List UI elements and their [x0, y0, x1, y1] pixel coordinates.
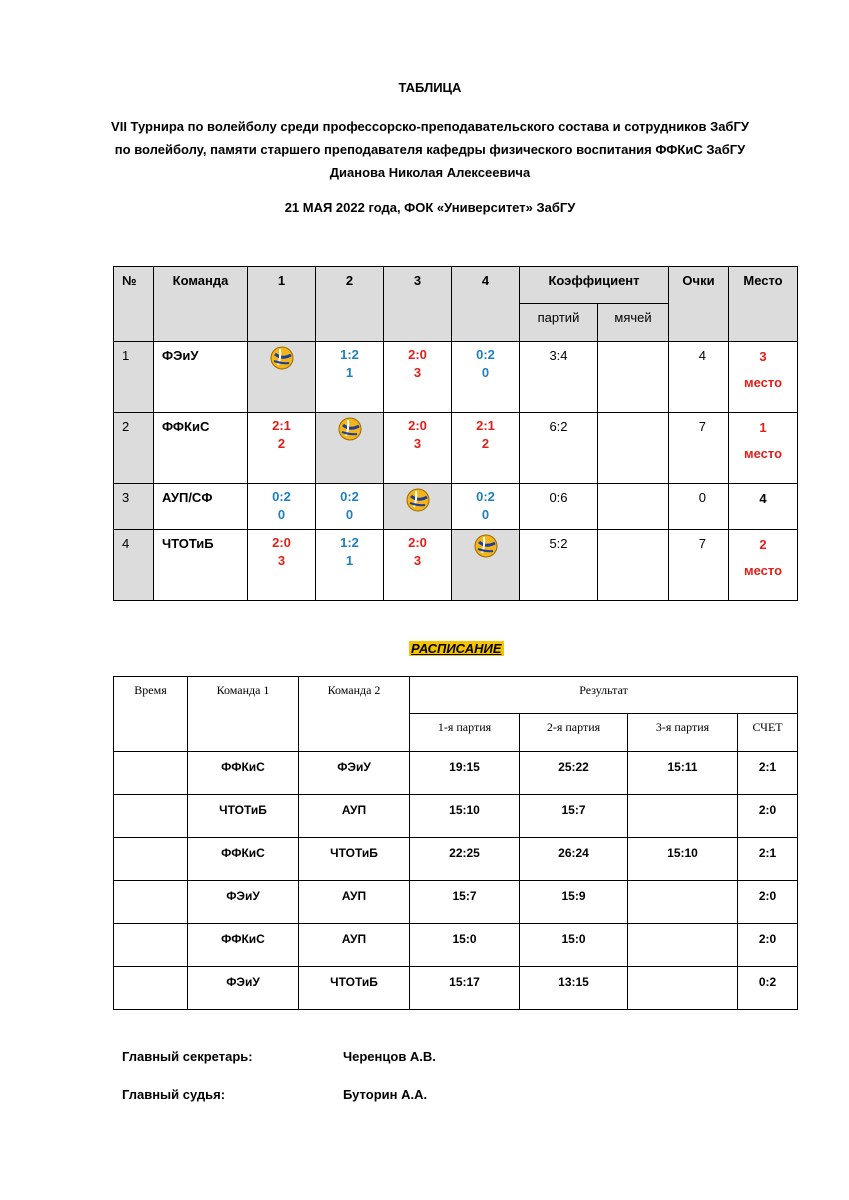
- secretary-name: Черенцов А.В.: [343, 1049, 436, 1064]
- points: 4: [669, 342, 729, 413]
- table-row: [114, 924, 798, 967]
- header-team: Команда: [154, 267, 248, 342]
- set3-score: 15:11: [628, 752, 738, 795]
- match-score: 1:2 1: [316, 342, 384, 413]
- match-score: 1:2 1: [316, 530, 384, 601]
- match-result: 2:0: [738, 881, 798, 924]
- team1: ФФКиС: [188, 752, 299, 795]
- match-result: 2:1: [738, 752, 798, 795]
- match-time: [114, 752, 188, 795]
- balls-ratio: [598, 413, 669, 484]
- match-time: [114, 924, 188, 967]
- table-row: [114, 967, 798, 1010]
- header-coefficient: Коэффициент: [520, 267, 669, 304]
- set2-score: 15:0: [520, 924, 628, 967]
- footer-secretary: [122, 1049, 436, 1064]
- points: 0: [669, 484, 729, 530]
- match-result: 2:0: [738, 795, 798, 838]
- table-row: [114, 342, 798, 413]
- team-name: АУП/СФ: [154, 484, 248, 530]
- set2-score: 15:9: [520, 881, 628, 924]
- match-score: 0:2 0: [316, 484, 384, 530]
- volleyball-icon: [406, 488, 430, 515]
- table-row: [114, 530, 798, 601]
- header-result: Результат: [410, 677, 798, 714]
- place: 1 место: [729, 413, 798, 484]
- match-score: 0:2 0: [452, 484, 520, 530]
- sets-ratio: 5:2: [520, 530, 598, 601]
- match-score: 0:2 0: [248, 484, 316, 530]
- row-number: 3: [114, 484, 154, 530]
- table-row: [114, 795, 798, 838]
- header-set2: 2-я партия: [520, 714, 628, 752]
- set2-score: 15:7: [520, 795, 628, 838]
- team1: ФЭиУ: [188, 881, 299, 924]
- set1-score: 15:10: [410, 795, 520, 838]
- balls-ratio: [598, 530, 669, 601]
- team2: ЧТОТиБ: [299, 967, 410, 1010]
- row-number: 2: [114, 413, 154, 484]
- event-date: 21 МАЯ 2022 года, ФОК «Университет» ЗабГУ: [284, 200, 576, 215]
- sets-ratio: 3:4: [520, 342, 598, 413]
- table-row: [114, 413, 798, 484]
- team-name: ЧТОТиБ: [154, 530, 248, 601]
- match-score: 2:0 3: [384, 530, 452, 601]
- header-score: СЧЕТ: [738, 714, 798, 752]
- diagonal-cell: [452, 530, 520, 601]
- match-score: 2:0 3: [248, 530, 316, 601]
- header-col-3: 3: [384, 267, 452, 342]
- subtitle-line-2: по волейболу, памяти старшего преподавателя кафедры физического воспитания ФФКиС ЗабГУ: [114, 142, 746, 157]
- set2-score: 26:24: [520, 838, 628, 881]
- header-col-2: 2: [316, 267, 384, 342]
- volleyball-icon: [474, 534, 498, 561]
- match-time: [114, 881, 188, 924]
- set3-score: 15:10: [628, 838, 738, 881]
- document-header: [60, 80, 800, 215]
- set1-score: 19:15: [410, 752, 520, 795]
- set3-score: [628, 795, 738, 838]
- set1-score: 15:17: [410, 967, 520, 1010]
- schedule-title: РАСПИСАНИЕ: [411, 641, 502, 656]
- subtitle-line-3: Дианова Николая Алексеевича: [329, 165, 531, 180]
- judge-name: Буторин А.А.: [343, 1087, 428, 1102]
- header-points: Очки: [669, 267, 729, 342]
- header-sets: партий: [520, 304, 598, 342]
- set1-score: 15:7: [410, 881, 520, 924]
- team2: ЧТОТиБ: [299, 838, 410, 881]
- set2-score: 13:15: [520, 967, 628, 1010]
- balls-ratio: [598, 484, 669, 530]
- set1-score: 22:25: [410, 838, 520, 881]
- place: 4: [729, 484, 798, 530]
- place: 2 место: [729, 530, 798, 601]
- table-row: [114, 484, 798, 530]
- team2: АУП: [299, 924, 410, 967]
- set3-score: [628, 881, 738, 924]
- team-name: ФЭиУ: [154, 342, 248, 413]
- team1: ФЭиУ: [188, 967, 299, 1010]
- schedule-table: [113, 676, 798, 1010]
- header-set1: 1-я партия: [410, 714, 520, 752]
- header-place: Место: [729, 267, 798, 342]
- header-team2: Команда 2: [299, 677, 410, 752]
- team2: АУП: [299, 795, 410, 838]
- match-result: 2:1: [738, 838, 798, 881]
- set2-score: 25:22: [520, 752, 628, 795]
- diagonal-cell: [248, 342, 316, 413]
- header-time: Время: [114, 677, 188, 752]
- points: 7: [669, 413, 729, 484]
- set1-score: 15:0: [410, 924, 520, 967]
- sets-ratio: 6:2: [520, 413, 598, 484]
- header-set3: 3-я партия: [628, 714, 738, 752]
- subtitle-line-1: VII Турнира по волейболу среди профессорско-преподавательского состава и сотрудников ЗабГУ: [111, 119, 749, 134]
- diagonal-cell: [316, 413, 384, 484]
- row-number: 4: [114, 530, 154, 601]
- team1: ФФКиС: [188, 924, 299, 967]
- match-score: 2:0 3: [384, 342, 452, 413]
- secretary-label: Главный секретарь:: [122, 1049, 253, 1064]
- match-score: 2:0 3: [384, 413, 452, 484]
- set3-score: [628, 967, 738, 1010]
- page-title: ТАБЛИЦА: [398, 80, 462, 95]
- points: 7: [669, 530, 729, 601]
- place: 3 место: [729, 342, 798, 413]
- team-name: ФФКиС: [154, 413, 248, 484]
- team1: ФФКиС: [188, 838, 299, 881]
- volleyball-icon: [338, 417, 362, 444]
- footer-judge: [122, 1087, 428, 1102]
- table-row: [114, 881, 798, 924]
- match-time: [114, 795, 188, 838]
- match-result: 2:0: [738, 924, 798, 967]
- table-row: [114, 752, 798, 795]
- header-num: №: [114, 267, 154, 342]
- header-col-1: 1: [248, 267, 316, 342]
- balls-ratio: [598, 342, 669, 413]
- standings-table: [113, 266, 798, 601]
- judge-label: Главный судья:: [122, 1087, 226, 1102]
- header-team1: Команда 1: [188, 677, 299, 752]
- team1: ЧТОТиБ: [188, 795, 299, 838]
- set3-score: [628, 924, 738, 967]
- match-time: [114, 967, 188, 1010]
- volleyball-icon: [270, 346, 294, 373]
- header-col-4: 4: [452, 267, 520, 342]
- sets-ratio: 0:6: [520, 484, 598, 530]
- table-row: [114, 838, 798, 881]
- match-score: 0:2 0: [452, 342, 520, 413]
- header-balls: мячей: [598, 304, 669, 342]
- diagonal-cell: [384, 484, 452, 530]
- match-result: 0:2: [738, 967, 798, 1010]
- team2: АУП: [299, 881, 410, 924]
- match-score: 2:1 2: [248, 413, 316, 484]
- row-number: 1: [114, 342, 154, 413]
- team2: ФЭиУ: [299, 752, 410, 795]
- match-time: [114, 838, 188, 881]
- match-score: 2:1 2: [452, 413, 520, 484]
